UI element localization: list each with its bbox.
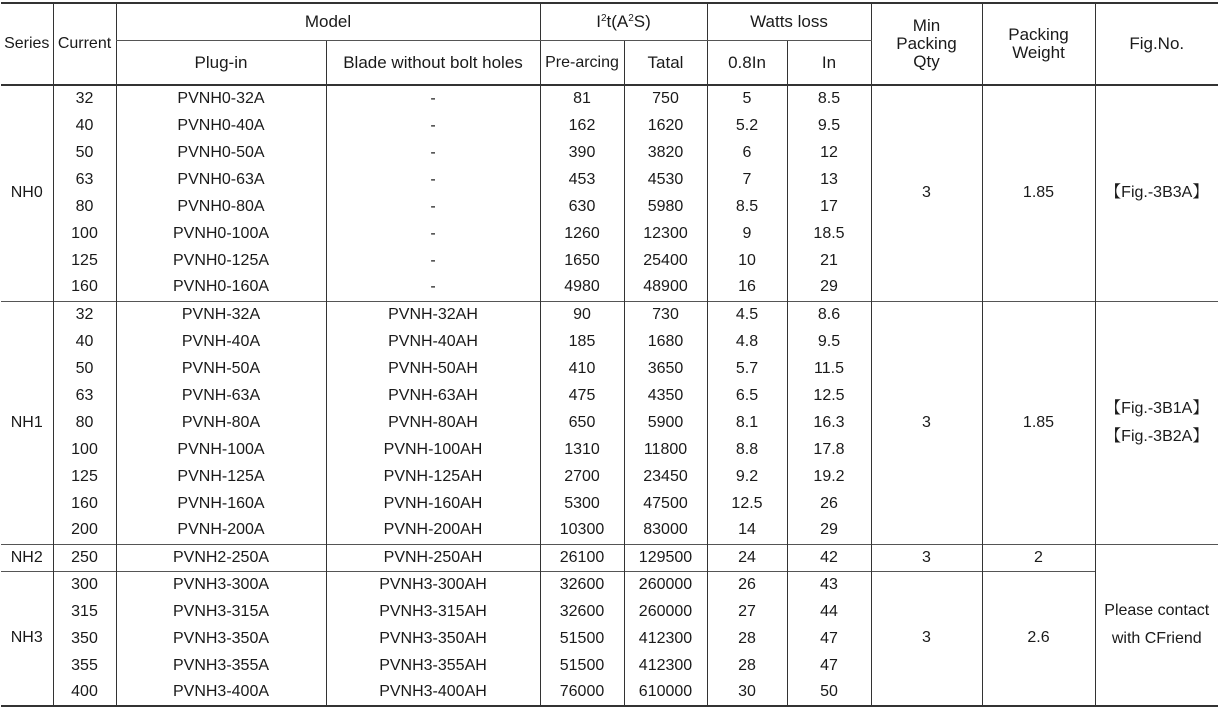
- watts-in-cell: 8.5: [787, 85, 871, 112]
- blade-model-cell: PVNH3-350AH: [326, 625, 540, 652]
- header-line: Weight: [1012, 43, 1065, 62]
- plugin-model-cell: PVNH-100A: [116, 436, 326, 463]
- watts-in-cell: 29: [787, 517, 871, 544]
- pre-arcing-cell: 51500: [540, 652, 624, 679]
- blade-model-cell: -: [326, 112, 540, 139]
- packing-weight-cell: 1.85: [982, 85, 1095, 301]
- total-cell: 412300: [624, 652, 707, 679]
- watts-in-cell: 9.5: [787, 112, 871, 139]
- fig-reference: 【Fig.-3B2A】: [1105, 427, 1209, 445]
- watts-08in-cell: 12.5: [707, 490, 787, 517]
- watts-08in-cell: 27: [707, 598, 787, 625]
- watts-08in-cell: 7: [707, 166, 787, 193]
- plugin-model-cell: PVNH-40A: [116, 328, 326, 355]
- current-cell: 250: [53, 544, 116, 571]
- blade-model-cell: -: [326, 166, 540, 193]
- watts-in-cell: 8.6: [787, 301, 871, 328]
- packing-weight-cell: 2: [982, 544, 1095, 571]
- blade-model-cell: -: [326, 139, 540, 166]
- fig-no-cell: [1095, 301, 1218, 544]
- plugin-model-cell: PVNH0-32A: [116, 85, 326, 112]
- plugin-model-cell: PVNH-32A: [116, 301, 326, 328]
- plugin-model-cell: PVNH3-350A: [116, 625, 326, 652]
- i2t-superscript: 2: [600, 13, 607, 24]
- contact-note-cell: [1095, 544, 1218, 706]
- watts-in-cell: 44: [787, 598, 871, 625]
- total-cell: 48900: [624, 274, 707, 301]
- current-cell: 80: [53, 409, 116, 436]
- watts-08in-cell: 4.5: [707, 301, 787, 328]
- i2t-label-part: I: [596, 12, 601, 31]
- watts-08in-cell: 6.5: [707, 382, 787, 409]
- current-cell: 40: [53, 112, 116, 139]
- current-cell: 32: [53, 85, 116, 112]
- total-cell: 83000: [624, 517, 707, 544]
- pre-arcing-cell: 1310: [540, 436, 624, 463]
- current-cell: 400: [53, 679, 116, 706]
- blade-model-cell: PVNH-50AH: [326, 355, 540, 382]
- fig-reference: 【Fig.-3B1A】: [1105, 399, 1209, 417]
- watts-in-cell: 17.8: [787, 436, 871, 463]
- current-cell: 160: [53, 490, 116, 517]
- pre-arcing-cell: 4980: [540, 274, 624, 301]
- plugin-model-cell: PVNH-80A: [116, 409, 326, 436]
- table-row: [1, 544, 1218, 571]
- pre-arcing-cell: 2700: [540, 463, 624, 490]
- plugin-header: Plug-in: [116, 41, 326, 86]
- contact-note-line: with CFriend: [1111, 629, 1202, 647]
- header-line: Packing: [1008, 25, 1069, 44]
- total-cell: 23450: [624, 463, 707, 490]
- total-cell: 4530: [624, 166, 707, 193]
- current-cell: 63: [53, 166, 116, 193]
- blade-model-cell: -: [326, 274, 540, 301]
- pre-arcing-cell: 10300: [540, 517, 624, 544]
- plugin-model-cell: PVNH0-160A: [116, 274, 326, 301]
- watts-08in-cell: 30: [707, 679, 787, 706]
- plugin-model-cell: PVNH0-100A: [116, 220, 326, 247]
- watts-08in-cell: 5.7: [707, 355, 787, 382]
- total-cell: 412300: [624, 625, 707, 652]
- pre-arcing-cell: 453: [540, 166, 624, 193]
- current-cell: 63: [53, 382, 116, 409]
- watts-08in-cell: 6: [707, 139, 787, 166]
- watts-08in-cell: 28: [707, 652, 787, 679]
- series-cell: NH3: [1, 571, 53, 706]
- current-cell: 40: [53, 328, 116, 355]
- plugin-model-cell: PVNH2-250A: [116, 544, 326, 571]
- i2t-header: [540, 3, 707, 41]
- blade-model-cell: PVNH3-300AH: [326, 571, 540, 598]
- pre-arcing-cell: 81: [540, 85, 624, 112]
- model-header: Model: [116, 3, 540, 41]
- blade-model-cell: -: [326, 220, 540, 247]
- current-header: Current: [53, 3, 116, 85]
- fig-reference: 【Fig.-3B3A】: [1105, 184, 1209, 202]
- current-cell: 355: [53, 652, 116, 679]
- watts-in-cell: 18.5: [787, 220, 871, 247]
- plugin-model-cell: PVNH-63A: [116, 382, 326, 409]
- table-body: [1, 85, 1218, 706]
- watts-08in-cell: 28: [707, 625, 787, 652]
- current-cell: 315: [53, 598, 116, 625]
- watts-in-cell: 50: [787, 679, 871, 706]
- watts-08in-cell: 9: [707, 220, 787, 247]
- current-cell: 125: [53, 463, 116, 490]
- total-cell: 610000: [624, 679, 707, 706]
- pre-arcing-cell: 51500: [540, 625, 624, 652]
- min-packing-qty-cell: 3: [871, 571, 982, 706]
- total-cell: 260000: [624, 571, 707, 598]
- packing-weight-cell: 1.85: [982, 301, 1095, 544]
- total-cell: 3820: [624, 139, 707, 166]
- fig-no-header: Fig.No.: [1095, 3, 1218, 85]
- pre-arcing-cell: 185: [540, 328, 624, 355]
- blade-model-cell: -: [326, 193, 540, 220]
- contact-note-line: Please contact: [1104, 601, 1210, 619]
- plugin-model-cell: PVNH-50A: [116, 355, 326, 382]
- blade-model-cell: PVNH-40AH: [326, 328, 540, 355]
- watts-08in-cell: 4.8: [707, 328, 787, 355]
- total-cell: 1620: [624, 112, 707, 139]
- packing-weight-header: [982, 3, 1095, 85]
- total-header: Tatal: [624, 41, 707, 86]
- plugin-model-cell: PVNH3-300A: [116, 571, 326, 598]
- pre-arcing-cell: 32600: [540, 598, 624, 625]
- watts-08in-cell: 5: [707, 85, 787, 112]
- fig-no-cell: [1095, 85, 1218, 301]
- current-cell: 160: [53, 274, 116, 301]
- current-cell: 80: [53, 193, 116, 220]
- total-cell: 1680: [624, 328, 707, 355]
- watts-08in-cell: 9.2: [707, 463, 787, 490]
- blade-model-cell: PVNH3-355AH: [326, 652, 540, 679]
- current-cell: 100: [53, 436, 116, 463]
- pre-arcing-cell: 390: [540, 139, 624, 166]
- blade-model-cell: PVNH-80AH: [326, 409, 540, 436]
- header-line: Min: [912, 16, 941, 35]
- total-cell: 129500: [624, 544, 707, 571]
- watts-08in-cell: 5.2: [707, 112, 787, 139]
- min-packing-qty-cell: 3: [871, 85, 982, 301]
- total-cell: 11800: [624, 436, 707, 463]
- pre-arcing-cell: 475: [540, 382, 624, 409]
- pre-arcing-cell: 32600: [540, 571, 624, 598]
- blade-model-cell: PVNH-100AH: [326, 436, 540, 463]
- fuse-spec-table: [1, 2, 1218, 707]
- pre-arcing-header: Pre-arcing: [540, 41, 624, 86]
- pre-arcing-cell: 162: [540, 112, 624, 139]
- plugin-model-cell: PVNH-160A: [116, 490, 326, 517]
- i2t-label-part: t(A: [606, 12, 629, 31]
- total-cell: 750: [624, 85, 707, 112]
- packing-weight-cell: 2.6: [982, 571, 1095, 706]
- series-cell: NH2: [1, 544, 53, 571]
- current-cell: 200: [53, 517, 116, 544]
- plugin-model-cell: PVNH3-355A: [116, 652, 326, 679]
- min-packing-qty-cell: 3: [871, 544, 982, 571]
- watts-in-header: In: [787, 41, 871, 86]
- watts-in-cell: 12.5: [787, 382, 871, 409]
- header-line: Qty: [913, 52, 940, 71]
- watts-in-cell: 47: [787, 625, 871, 652]
- blade-model-cell: PVNH-125AH: [326, 463, 540, 490]
- series-header: Series: [1, 3, 53, 85]
- current-cell: 350: [53, 625, 116, 652]
- blade-model-cell: PVNH3-400AH: [326, 679, 540, 706]
- current-cell: 300: [53, 571, 116, 598]
- pre-arcing-cell: 1260: [540, 220, 624, 247]
- pre-arcing-cell: 630: [540, 193, 624, 220]
- watts-in-cell: 29: [787, 274, 871, 301]
- watts-loss-header: Watts loss: [707, 3, 871, 41]
- plugin-model-cell: PVNH0-125A: [116, 247, 326, 274]
- watts-in-cell: 21: [787, 247, 871, 274]
- total-cell: 47500: [624, 490, 707, 517]
- plugin-model-cell: PVNH-200A: [116, 517, 326, 544]
- watts-in-cell: 19.2: [787, 463, 871, 490]
- current-cell: 50: [53, 139, 116, 166]
- watts-in-cell: 43: [787, 571, 871, 598]
- pre-arcing-cell: 410: [540, 355, 624, 382]
- pre-arcing-cell: 1650: [540, 247, 624, 274]
- current-cell: 32: [53, 301, 116, 328]
- watts-in-cell: 9.5: [787, 328, 871, 355]
- plugin-model-cell: PVNH-125A: [116, 463, 326, 490]
- watts-in-cell: 17: [787, 193, 871, 220]
- total-cell: 12300: [624, 220, 707, 247]
- pre-arcing-cell: 76000: [540, 679, 624, 706]
- watts-in-cell: 12: [787, 139, 871, 166]
- blade-model-cell: -: [326, 85, 540, 112]
- plugin-model-cell: PVNH0-63A: [116, 166, 326, 193]
- watts-08in-cell: 10: [707, 247, 787, 274]
- watts-08in-cell: 24: [707, 544, 787, 571]
- watts-08in-cell: 8.5: [707, 193, 787, 220]
- plugin-model-cell: PVNH0-50A: [116, 139, 326, 166]
- watts-in-cell: 13: [787, 166, 871, 193]
- total-cell: 25400: [624, 247, 707, 274]
- blade-model-cell: PVNH-63AH: [326, 382, 540, 409]
- plugin-model-cell: PVNH3-400A: [116, 679, 326, 706]
- total-cell: 5980: [624, 193, 707, 220]
- watts-08in-cell: 8.8: [707, 436, 787, 463]
- watts-in-cell: 11.5: [787, 355, 871, 382]
- header-line: Packing: [896, 34, 957, 53]
- blade-model-cell: PVNH-250AH: [326, 544, 540, 571]
- current-cell: 125: [53, 247, 116, 274]
- blade-model-cell: PVNH3-315AH: [326, 598, 540, 625]
- pre-arcing-cell: 650: [540, 409, 624, 436]
- total-cell: 4350: [624, 382, 707, 409]
- current-cell: 100: [53, 220, 116, 247]
- pre-arcing-cell: 5300: [540, 490, 624, 517]
- i2t-superscript: 2: [628, 13, 634, 24]
- i2t-label-part: S): [633, 12, 651, 31]
- watts-in-cell: 26: [787, 490, 871, 517]
- plugin-model-cell: PVNH0-80A: [116, 193, 326, 220]
- blade-model-cell: -: [326, 247, 540, 274]
- series-cell: NH1: [1, 301, 53, 544]
- watts-08in-header: 0.8In: [707, 41, 787, 86]
- blade-model-cell: PVNH-200AH: [326, 517, 540, 544]
- series-cell: NH0: [10, 184, 43, 202]
- table-row: [1, 85, 1218, 112]
- total-cell: 730: [624, 301, 707, 328]
- watts-in-cell: 42: [787, 544, 871, 571]
- plugin-model-cell: PVNH0-40A: [116, 112, 326, 139]
- blade-header: Blade without bolt holes: [326, 41, 540, 86]
- total-cell: 5900: [624, 409, 707, 436]
- watts-08in-cell: 16: [707, 274, 787, 301]
- watts-08in-cell: 14: [707, 517, 787, 544]
- watts-in-cell: 47: [787, 652, 871, 679]
- blade-model-cell: PVNH-160AH: [326, 490, 540, 517]
- blade-model-cell: PVNH-32AH: [326, 301, 540, 328]
- pre-arcing-cell: 90: [540, 301, 624, 328]
- watts-in-cell: 16.3: [787, 409, 871, 436]
- min-packing-qty-header: [871, 3, 982, 85]
- watts-08in-cell: 26: [707, 571, 787, 598]
- plugin-model-cell: PVNH3-315A: [116, 598, 326, 625]
- watts-08in-cell: 8.1: [707, 409, 787, 436]
- min-packing-qty-cell: 3: [871, 301, 982, 544]
- total-cell: 260000: [624, 598, 707, 625]
- pre-arcing-cell: 26100: [540, 544, 624, 571]
- current-cell: 50: [53, 355, 116, 382]
- total-cell: 3650: [624, 355, 707, 382]
- table-row: [1, 301, 1218, 328]
- table-row: [1, 571, 1218, 598]
